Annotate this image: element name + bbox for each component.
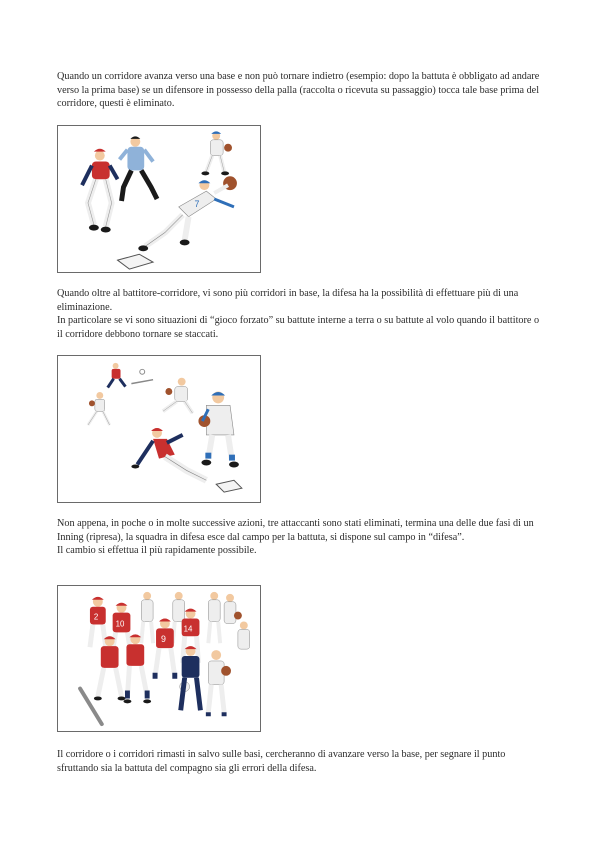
- second-baseman-figure: [198, 392, 238, 468]
- paragraph-inning-change: [57, 517, 542, 558]
- sliding-runner-figure: [131, 428, 206, 480]
- jersey-number: 2: [93, 612, 99, 622]
- runner-figure: [82, 149, 118, 233]
- illustration-double-play: [57, 355, 261, 503]
- base-bag: [216, 480, 242, 492]
- jersey-number: 10: [115, 619, 125, 629]
- paragraph-text: Non appena, in poche o in molte successive azioni, tre attaccanti sono stati eliminati, termina una delle due fasi di un Inning (ripresa), la squadra in difesa esce dal campo per la battuta, si dispone sul campo in “difesa”.: [57, 518, 534, 543]
- paragraph-text: Quando oltre al battitore-corridore, vi sono più corridori in base, la difesa ha la possibilità di effettuare più di una eliminazione.: [57, 288, 519, 313]
- distant-fielder-figure: [88, 392, 110, 425]
- paragraph-text: In particolare se vi sono situazioni di “gioco forzato” su battute interne a terra o su battute al volo quando il battitore o il corridore debbono tornare se staccati.: [57, 315, 540, 340]
- paragraph-text: Il cambio si effettua il più rapidamente possibile.: [57, 545, 257, 557]
- distant-runner-figure: [108, 363, 153, 388]
- team-switch-drawing: [58, 586, 260, 731]
- jersey-number: 7: [194, 198, 200, 209]
- paragraph-text: Il corridore o i corridori rimasti in salvo sulle basi, cercheranno di avanzare verso la base, per segnare il punto sfruttando sia la battuta del compagno sia gli errori della difesa.: [57, 749, 506, 774]
- paragraph-runners-advance: [57, 748, 542, 775]
- umpire-figure: [120, 136, 157, 201]
- paragraph-multiple-outs: [57, 287, 542, 341]
- jersey-number: 14: [183, 624, 193, 634]
- jersey-number: 9: [160, 634, 166, 645]
- paragraph-text: Quando un corridore avanza verso una base e non può tornare indietro (esempio: dopo la battuta è obbligato ad andare verso la prima base) se un difensore in possesso della palla (raccolta o ricevuta su passaggio) tocca tale base prima del corridore, questi è eliminato.: [57, 71, 540, 110]
- base-bag: [118, 254, 154, 269]
- illustration-force-out-at-base: [57, 125, 261, 273]
- fielder-figure: [201, 131, 232, 175]
- force-out-drawing: [58, 126, 260, 272]
- shortstop-figure: [163, 378, 193, 414]
- illustration-teams-switching: [57, 585, 261, 732]
- paragraph-forced-out: [57, 70, 542, 111]
- double-play-drawing: [58, 356, 260, 502]
